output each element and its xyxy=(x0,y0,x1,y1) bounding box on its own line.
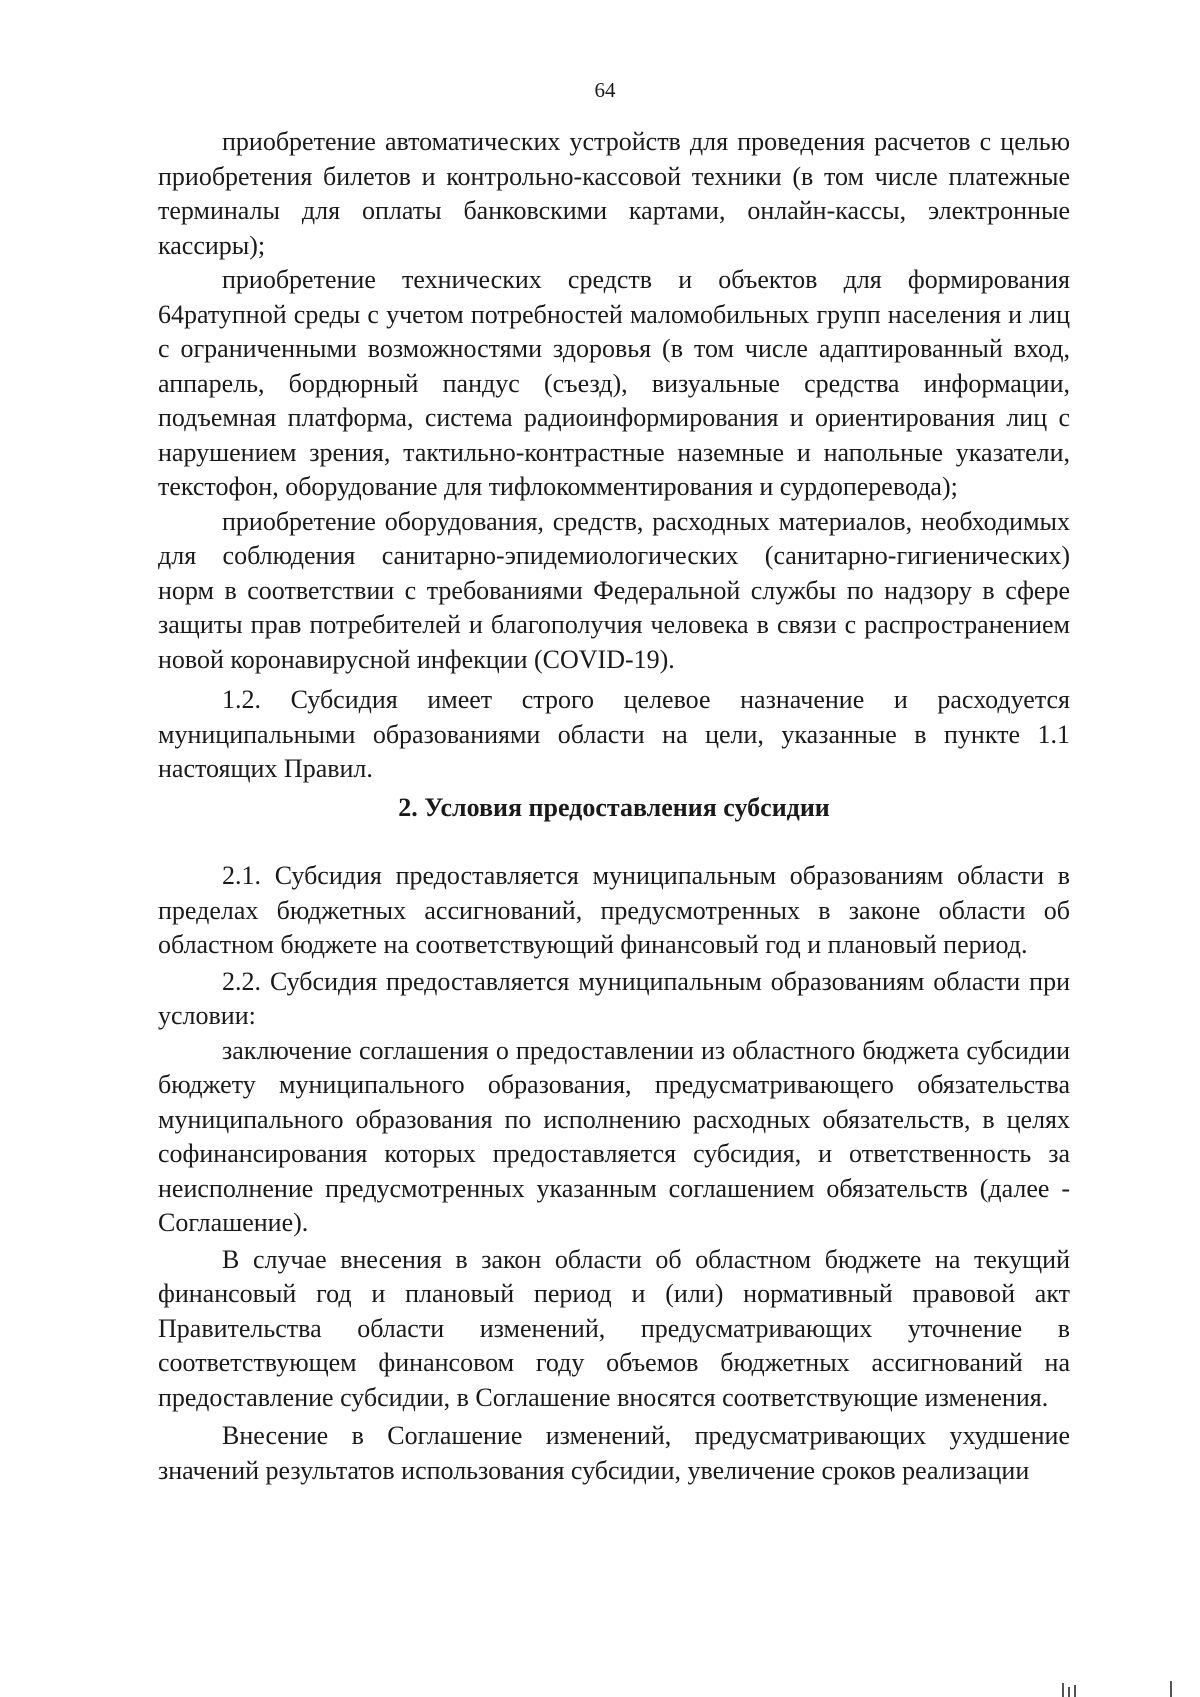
paragraph-budget-amendments: В случае внесения в закон области об областном бюджете на текущий финансовый год и плановый период и (или) нормативный правовой акт Правительства области изменений, предусматривающих уточнение в соответствующем финансовом году объемов бюджетных ассигнований на предоставление субсидии, в Соглашение вносятся соответствующие изменения. xyxy=(158,1244,1070,1412)
section-heading: 2. Условия предоставления субсидии xyxy=(398,792,830,822)
paragraph-agreement-condition: заключение соглашения о предоставлении из областного бюджета субсидии бюджету муниципального образования, предусматривающего обязательства муниципального образования по исполнению расходных обязательств, в целях софинансирования которых предоставляется субсидия, и ответственность за неисполнение предусмотренных указанным соглашением обязательств (далее - Соглашение). xyxy=(158,1035,1070,1237)
document-body xyxy=(158,125,1070,1488)
paragraph-ticket-devices: приобретение автоматических устройств для проведения расчетов с целью приобретения билетов и контрольно-кассовой техники (в том числе платежные терминалы для оплаты банковскими картами, онлайн-кассы, электронные кассиры); xyxy=(158,127,1070,260)
paragraph-accessible-environment: приобретение технических средств и объектов для формирования 64ратупной среды с учетом потребностей маломобильных групп населения и лиц с ограниченными возможностями здоровья (в том числе адаптированный вход, аппарель, бордюрный пандус (съезд), визуальные средства информации, подъемная платформа, система радиоинформирования и ориентирования лиц с нарушением зрения, тактильно-контрастные наземные и напольные указатели, текстофон, оборудование для тифлокомментирования и сурдоперевода); xyxy=(158,265,1070,501)
scan-artifact-mark xyxy=(1170,1681,1172,1697)
page-number: 64 xyxy=(594,78,616,102)
paragraph-agreement-amendments: Внесение в Соглашение изменений, предусматривающих ухудшение значений результатов использования субсидии, увеличение сроков реализации xyxy=(158,1421,1070,1485)
paragraph-clause-2-2: 2.2. Субсидия предоставляется муниципальным образованиям области при условии: xyxy=(158,966,1070,1030)
scan-artifact-mark xyxy=(1074,1685,1076,1697)
paragraph-sanitary-equipment: приобретение оборудования, средств, расходных материалов, необходимых для соблюдения санитарно-эпидемиологических (санитарно-гигиенических) норм в соответствии с требованиями Федеральной службы по надзору в сфере защиты прав потребителей и благополучия человека в связи с распространением новой коронавирусной инфекции (COVID-19). xyxy=(158,506,1070,674)
scan-artifact-mark xyxy=(1062,1683,1064,1697)
scan-artifact-mark xyxy=(1068,1687,1070,1697)
paragraph-clause-1-2: 1.2. Субсидия имеет строго целевое назначение и расходуется муниципальными образованиями области на цели, указанные в пункте 1.1 настоящих Правил. xyxy=(158,685,1070,783)
paragraph-clause-2-1: 2.1. Субсидия предоставляется муниципальным образованиям области в пределах бюджетных ассигнований, предусмотренных в законе области об областном бюджете на соответствующий финансовый год и плановый период. xyxy=(158,861,1070,959)
